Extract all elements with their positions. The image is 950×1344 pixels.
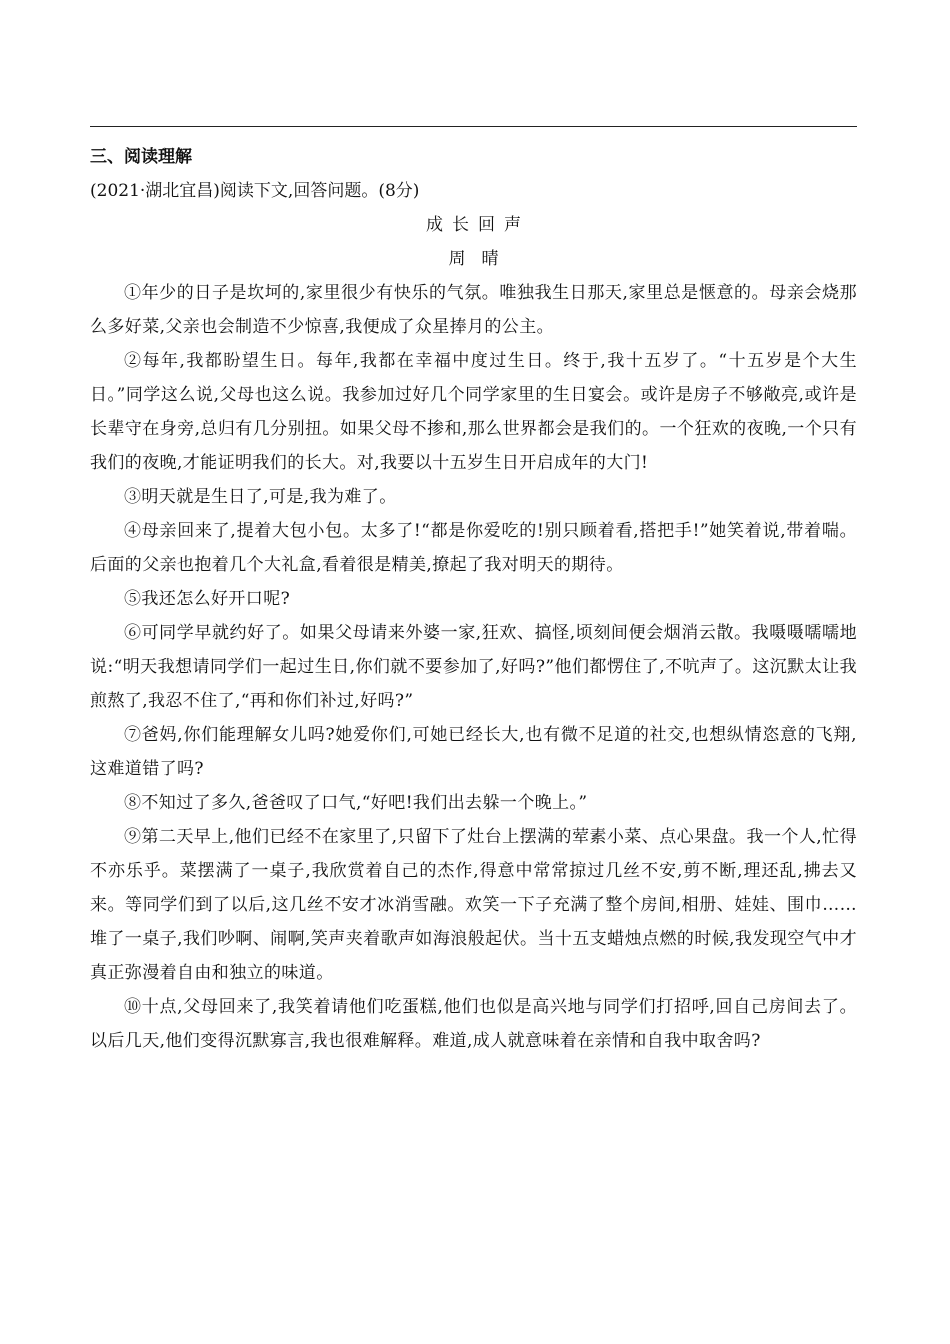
question-source: (2021·湖北宜昌)阅读下文,回答问题。(8分) [90, 181, 420, 201]
paragraph-10: ⑩十点,父母回来了,我笑着请他们吃蛋糕,他们也似是高兴地与同学们打招呼,回自己房间去了。以后几天,他们变得沉默寡言,我也很难解释。难道,成人就意味着在亲情和自我中取舍吗? [90, 997, 857, 1051]
section-heading: 三、阅读理解 [90, 147, 192, 167]
paragraph-9: ⑨第二天早上,他们已经不在家里了,只留下了灶台上摆满的荤素小菜、点心果盘。我一个人,忙得不亦乐乎。菜摆满了一桌子,我欣赏着自己的杰作,得意中常常掠过几丝不安,剪不断,理还乱,拂去又来。等同学们到了以后,这几丝不安才冰消雪融。欢笑一下子充满了整个房间,相册、娃娃、围巾……堆了一桌子,我们吵啊、闹啊,笑声夹着歌声如海浪般起伏。当十五支蜡烛点燃的时候,我发现空气中才真正弥漫着自由和独立的味道。 [90, 827, 857, 983]
reading-section [90, 140, 857, 1058]
paragraph-6: ⑥可同学早就约好了。如果父母请来外婆一家,狂欢、搞怪,顷刻间便会烟消云散。我嗫嗫嚅嚅地说:“明天我想请同学们一起过生日,你们就不要参加了,好吗?”他们都愣住了,不吭声了。这沉默太让我煎熬了,我忍不住了,“再和你们补过,好吗?” [90, 623, 857, 711]
paragraph-7: ⑦爸妈,你们能理解女儿吗?她爱你们,可她已经长大,也有微不足道的社交,也想纵情恣意的飞翔,这难道错了吗? [90, 725, 857, 779]
article-author: 周晴 [448, 249, 515, 269]
paragraph-8: ⑧不知过了多久,爸爸叹了口气,“好吧!我们出去躲一个晚上。” [124, 793, 588, 813]
paragraph-3: ③明天就是生日了,可是,我为难了。 [124, 487, 397, 507]
paragraph-1: ①年少的日子是坎坷的,家里很少有快乐的气氛。唯独我生日那天,家里总是惬意的。母亲会烧那么多好菜,父亲也会制造不少惊喜,我便成了众星捧月的公主。 [90, 283, 857, 337]
paragraph-2: ②每年,我都盼望生日。每年,我都在幸福中度过生日。终于,我十五岁了。“十五岁是个大生日。”同学这么说,父母也这么说。我参加过好几个同学家里的生日宴会。或许是房子不够敞亮,或许是长辈守在身旁,总归有几分别扭。如果父母不掺和,那么世界都会是我们的。一个狂欢的夜晚,一个只有我们的夜晚,才能证明我们的长大。对,我要以十五岁生日开启成年的大门! [90, 351, 857, 473]
article-title: 成长回声 [426, 215, 530, 235]
header-divider [90, 126, 857, 127]
paragraph-5: ⑤我还怎么好开口呢? [124, 589, 291, 609]
paragraph-4: ④母亲回来了,提着大包小包。太多了!“都是你爱吃的!别只顾着看,搭把手!”她笑着说,带着喘。后面的父亲也抱着几个大礼盒,看着很是精美,撩起了我对明天的期待。 [90, 521, 857, 575]
